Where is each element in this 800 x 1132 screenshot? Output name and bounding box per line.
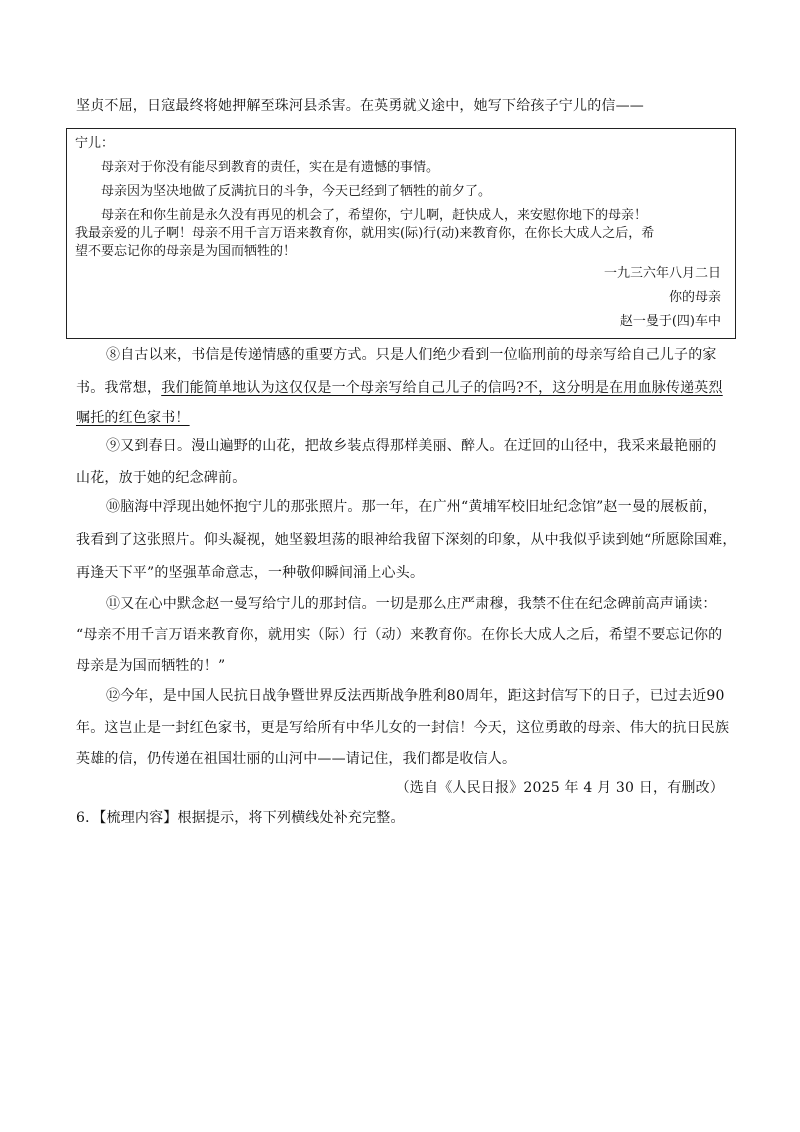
paragraph-9-line-1: ⑨又到春日。漫山遍野的山花，把故乡装点得那样美丽、醉人。在迂回的山径中，我采来最艳丽的 [106, 438, 717, 454]
paragraph-10-line-3: 再逢天下平”的坚强革命意志，一种敬仰瞬间涌上心头。 [76, 565, 425, 581]
paragraph-8-line-2 [76, 378, 723, 398]
paragraph-12-line-2: 年。这岂止是一封红色家书，更是写给所有中华儿女的一封信！今天，这位勇敢的母亲、伟大的抗日民族 [76, 720, 730, 736]
paragraph-10-line-1: ⑩脑海中浮现出她怀抱宁儿的那张照片。那一年，在广州“黄埔军校旧址纪念馆”赵一曼的展板前， [106, 499, 718, 515]
letter-date: 一九三六年八月二日 [603, 266, 721, 281]
letter-paragraph-2: 母亲因为坚决地做了反满抗日的斗争，今天已经到了牺牲的前夕了。 [101, 184, 492, 199]
letter-closing: 你的母亲 [668, 290, 721, 305]
paragraph-8-line-3: 嘱托的红色家书！ [76, 410, 190, 426]
paragraph-8-line-1: ⑧自古以来，书信是传递情感的重要方式。只是人们绝少看到一位临刑前的母亲写给自己儿子的家 [106, 347, 717, 363]
letter-signature: 赵一曼于(四)车中 [619, 314, 721, 329]
paragraph-12-line-1: ⑫今年，是中国人民抗日战争暨世界反法西斯战争胜利80周年，距这封信写下的日子，已过去近90 [106, 688, 725, 704]
paragraph-11-line-1: ⑪又在心中默念赵一曼写给宁儿的那封信。一切是那么庄严肃穆，我禁不住在纪念碑前高声诵读： [106, 596, 717, 612]
letter-paragraph-3-line-2: 我最亲爱的儿子啊！母亲不用千言万语来教育你，就用实(际)行(动)来教育你，在你长大成人之后，希 [75, 226, 655, 241]
intro-line: 坚贞不屈，日寇最终将她押解至珠河县杀害。在英勇就义途中，她写下给孩子宁儿的信—— [76, 98, 644, 114]
question-6: 6．【梳理内容】根据提示，将下列横线处补充完整。 [76, 810, 405, 826]
paragraph-9-line-2: 山花，放于她的纪念碑前。 [76, 470, 247, 486]
paragraph-8-underlined-text: 我们能简单地认为这仅仅是一个母亲写给自己儿子的信吗?不，这分明是在用血脉传递英烈 [161, 380, 723, 396]
letter-paragraph-3-line-1: 母亲在和你生前是永久没有再见的机会了，希望你，宁儿啊，赶快成人，来安慰你地下的母亲！ [101, 208, 648, 223]
paragraph-12-line-3: 英雄的信，仍传递在祖国壮丽的山河中——请记住，我们都是收信人。 [76, 751, 517, 767]
letter-paragraph-1: 母亲对于你没有能尽到教育的责任，实在是有遗憾的事情。 [101, 160, 440, 175]
paragraph-8-plain-text: 书。我常想， [76, 380, 162, 396]
paragraph-10-line-2: 我看到了这张照片。仰头凝视，她坚毅坦荡的眼神给我留下深刻的印象，从中我似乎读到她“所愿除国难， [76, 532, 737, 548]
source-note: （选自《人民日报》2025 年 4 月 30 日，有删改） [395, 780, 724, 796]
paragraph-11-line-2: “母亲不用千言万语来教育你，就用实（际）行（动）来教育你。在你长大成人之后，希望不要忘记你的 [76, 627, 723, 643]
letter-box [66, 128, 736, 339]
letter-paragraph-3-line-3: 望不要忘记你的母亲是为国而牺牲的！ [75, 244, 297, 259]
paragraph-11-line-3: 母亲是为国而牺牲的！” [76, 658, 226, 674]
letter-salutation: 宁儿： [75, 136, 115, 151]
